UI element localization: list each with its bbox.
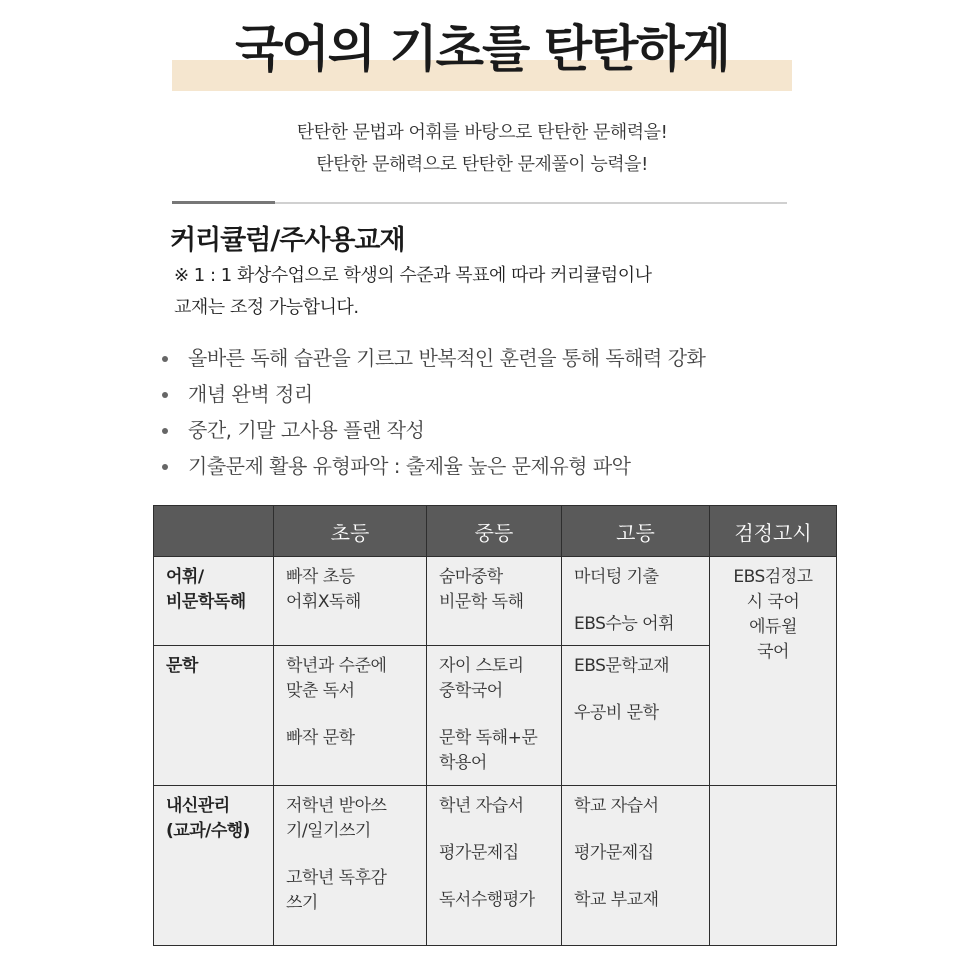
cell-text: 문학 독해+문 <box>439 728 538 748</box>
bullet-icon <box>162 392 168 398</box>
header-cell-empty <box>154 506 274 557</box>
cell-middle <box>427 557 562 646</box>
spacer <box>574 590 697 612</box>
cell-text: 기/일기쓰기 <box>286 821 371 841</box>
note-line-1: ※ 1 : 1 화상수업으로 학생의 수준과 목표에 따라 커리큘럼이나 <box>174 265 652 286</box>
spacer <box>286 704 414 726</box>
list-item-text: 기출문제 활용 유형파악 : 출제율 높은 문제유형 파악 <box>188 454 631 478</box>
spacer <box>439 819 549 841</box>
cell-geomjeong-empty <box>710 786 837 946</box>
spacer <box>574 866 697 888</box>
cell-geomjeong <box>710 557 837 786</box>
cell-elementary <box>274 557 427 646</box>
bullet-icon <box>162 428 168 434</box>
cell-text: 평가문제집 <box>574 843 654 863</box>
cell-text: 저학년 받아쓰 <box>286 796 387 816</box>
list-item <box>160 448 705 484</box>
row-label-vocab <box>154 557 274 646</box>
cell-high <box>562 557 710 646</box>
row-label-line: (교과/수행) <box>166 821 250 841</box>
cell-text: 쓰기 <box>286 893 318 913</box>
subtitle-line-2: 탄탄한 문해력으로 탄탄한 문제풀이 능력을! <box>316 154 648 175</box>
cell-text: 자이 스토리 <box>439 656 524 676</box>
cell-text: EBS수능 어휘 <box>574 614 674 634</box>
list-item <box>160 340 705 376</box>
table-header-row <box>154 506 837 557</box>
cell-text: EBS문학교재 <box>574 656 670 676</box>
spacer <box>439 704 549 726</box>
cell-text: 맞춘 독서 <box>286 681 355 701</box>
cell-text: 숨마중학 <box>439 567 503 587</box>
cell-text: 학교 자습서 <box>574 796 659 816</box>
section-heading: 커리큘럼/주사용교재 <box>170 225 405 256</box>
list-item-text: 올바른 독해 습관을 기르고 반복적인 훈련을 통해 독해력 강화 <box>188 346 706 370</box>
spacer <box>439 866 549 888</box>
cell-text: 에듀윌 <box>749 617 797 637</box>
feature-list <box>160 340 705 484</box>
cell-text: 고학년 독후감 <box>286 868 387 888</box>
cell-elementary <box>274 646 427 786</box>
row-label-line: 비문학독해 <box>166 592 246 612</box>
cell-text: 학용어 <box>439 753 487 773</box>
list-item <box>160 412 705 448</box>
table-row <box>154 786 837 946</box>
header-cell-geomjeong: 검정고시 <box>710 506 837 557</box>
cell-text: 우공비 문학 <box>574 703 659 723</box>
cell-text: 학년 자습서 <box>439 796 524 816</box>
cell-high <box>562 646 710 786</box>
cell-text: 중학국어 <box>439 681 503 701</box>
cell-text: 비문학 독해 <box>439 592 524 612</box>
header-cell-elementary: 초등 <box>274 506 427 557</box>
cell-text: 시 국어 <box>746 592 800 612</box>
cell-text: 빠작 문학 <box>286 728 355 748</box>
cell-middle <box>427 646 562 786</box>
page-title: 국어의 기초를 탄탄하게 <box>235 20 729 78</box>
spacer <box>574 819 697 841</box>
cell-text: EBS검정고 <box>733 567 813 587</box>
cell-text: 국어 <box>757 642 789 662</box>
header-cell-middle: 중등 <box>427 506 562 557</box>
spacer <box>286 844 414 866</box>
row-label-line: 어휘/ <box>166 567 204 587</box>
subtitle-line-1: 탄탄한 문법과 어휘를 바탕으로 탄탄한 문해력을! <box>296 122 668 143</box>
cell-middle <box>427 786 562 946</box>
cell-text: 마더텅 기출 <box>574 567 659 587</box>
section-divider <box>275 202 787 204</box>
header-cell-high: 고등 <box>562 506 710 557</box>
table-row <box>154 557 837 646</box>
cell-text: 학교 부교재 <box>574 890 659 910</box>
row-label-literature <box>154 646 274 786</box>
row-label-school <box>154 786 274 946</box>
spacer <box>574 679 697 701</box>
section-divider-accent <box>172 201 275 204</box>
cell-text: 독서수행평가 <box>439 890 535 910</box>
row-label-line: 내신관리 <box>166 796 230 816</box>
row-label-line: 문학 <box>166 656 198 676</box>
cell-text: 빠작 초등 <box>286 567 355 587</box>
list-item-text: 개념 완벽 정리 <box>188 382 313 406</box>
cell-text: 평가문제집 <box>439 843 519 863</box>
cell-high <box>562 786 710 946</box>
bullet-icon <box>162 356 168 362</box>
cell-text: 어휘X독해 <box>286 592 361 612</box>
cell-text: 학년과 수준에 <box>286 656 387 676</box>
curriculum-table <box>153 505 837 946</box>
bullet-icon <box>162 464 168 470</box>
list-item-text: 중간, 기말 고사용 플랜 작성 <box>188 418 425 442</box>
note-line-2: 교재는 조정 가능합니다. <box>174 297 359 318</box>
list-item <box>160 376 705 412</box>
cell-elementary <box>274 786 427 946</box>
